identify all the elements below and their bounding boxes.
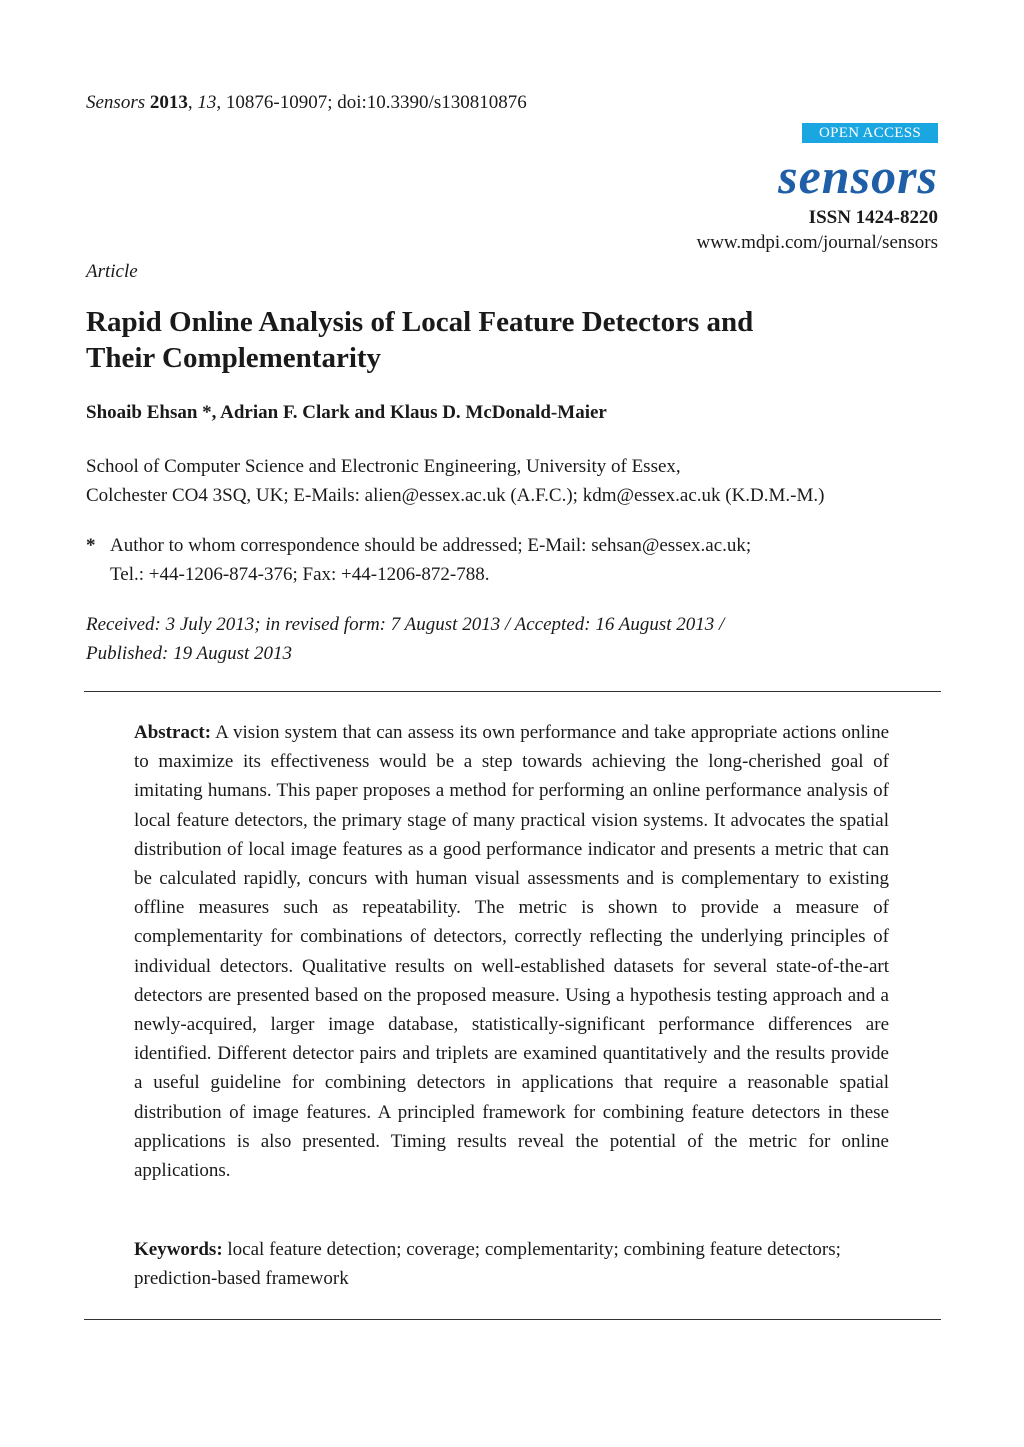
correspondence-line-2: Tel.: +44-1206-874-376; Fax: +44-1206-872-788. [110,564,490,585]
affiliation-line-2: Colchester CO4 3SQ, UK; E-Mails: alien@essex.ac.uk (A.F.C.); kdm@essex.ac.uk (K.D.M.-M.) [86,485,825,506]
title-line-2: Their Complementarity [86,342,382,374]
dates-line-2: Published: 19 August 2013 [86,643,293,664]
journal-logo: sensors [778,148,938,204]
issn: ISSN 1424-8220 [808,207,938,228]
citation-year: 2013 [149,92,188,113]
keywords [134,1235,889,1293]
journal-name: Sensors [86,92,146,113]
dates-line-1: Received: 3 July 2013; in revised form: 7 August 2013 / Accepted: 16 August 2013 / [86,614,725,635]
citation-pages-doi: 10876-10907; doi:10.3390/s130810876 [225,92,527,113]
abstract-text: A vision system that can assess its own performance and take appropriate actions online to maximize its effectiveness would be a step towards achieving the long-cherished goal of imitating humans. This paper proposes a method for performing an online performance analysis of local feature detectors, the primary stage of many practical vision systems. It advocates the spatial distribution of local image features as a good performance indicator and presents a metric that can be calculated rapidly, concurs with human visual assessments and is complementary to existing offline measures such as repeatability. The metric is shown to provide a measure of complementarity for combinations of detectors, correctly reflecting the underlying principles of individual detectors. Qualitative results on well-established datasets for several state-of-the-art detectors are presented based on the proposed measure. Using a hypothesis testing approach and a newly-acquired, larger image database, statistically-significant performance differences are identified. Different detector pairs and triplets are examined quantitatively and the results provide a useful guideline for combining detectors in applications that require a reasonable spatial distribution of image features. A principled framework for combining feature detectors in these applications is also presented. Timing results reveal the potential of the metric for online applications. [134,722,889,1182]
open-access-badge: OPEN ACCESS [802,123,938,143]
citation-volume: 13 [197,92,217,113]
citation-line: Sensors 2013, 13, 10876-10907; doi:10.3390/s130810876 [86,92,527,113]
affiliation [86,452,824,510]
keywords-label: Keywords: [134,1239,223,1260]
journal-url[interactable]: www.mdpi.com/journal/sensors [696,232,938,253]
paper-title [86,304,886,376]
correspondence [86,531,751,589]
abstract [134,718,889,1185]
correspondence-line-1: Author to whom correspondence should be addressed; E-Mail: sehsan@essex.ac.uk; [110,535,752,556]
title-line-1: Rapid Online Analysis of Local Feature Detectors and [86,306,754,338]
affiliation-line-1: School of Computer Science and Electronic Engineering, University of Essex, [86,456,681,477]
article-type: Article [86,261,138,282]
publication-dates [86,610,724,668]
top-divider [84,691,941,692]
correspondence-marker: * [86,535,96,556]
authors: Shoaib Ehsan *, Adrian F. Clark and Klaus D. McDonald-Maier [86,402,607,423]
abstract-label: Abstract: [134,722,212,743]
keywords-text: local feature detection; coverage; complementarity; combining feature detectors; prediction-based framework [134,1239,841,1289]
bottom-divider [84,1319,941,1320]
